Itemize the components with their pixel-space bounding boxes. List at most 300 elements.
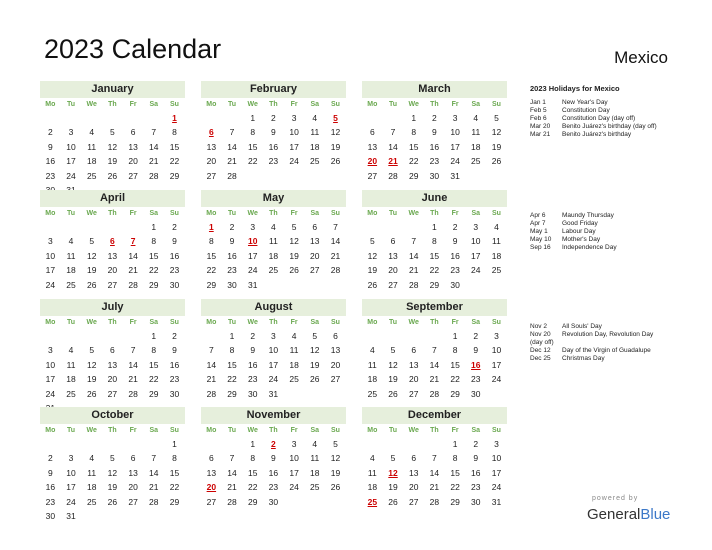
date-cell: 24: [45, 279, 56, 290]
date-cell: 13: [128, 141, 138, 152]
holiday-row: [530, 220, 700, 228]
day-of-week-header: Fr: [129, 101, 137, 108]
date-cell: 18: [86, 482, 97, 493]
date-cell: 4: [68, 345, 74, 356]
date-cell: 25: [86, 170, 97, 181]
day-of-week-header: Th: [269, 427, 278, 434]
day-of-week-header: Th: [269, 319, 278, 326]
date-cell: 26: [107, 496, 118, 507]
month-days-grid: [362, 98, 507, 183]
date-cell: 22: [408, 156, 419, 167]
date-cell: 25: [491, 265, 502, 276]
holiday-date: Dec 25: [530, 355, 551, 362]
date-cell: 7: [333, 222, 338, 232]
empty-cell: [201, 437, 222, 451]
day-of-week-header: We: [408, 210, 419, 217]
date-cell: 23: [227, 265, 237, 276]
day-of-week-header: Sa: [310, 319, 320, 326]
holiday-date: (day off): [530, 339, 554, 346]
date-cell: 18: [310, 141, 320, 152]
month-days-grid: [201, 207, 346, 292]
month-days-grid: [40, 316, 185, 415]
holiday-name: Mother's Day: [562, 236, 601, 243]
day-of-week-header: Sa: [471, 319, 481, 326]
date-cell: 4: [312, 113, 318, 123]
generalblue-logo[interactable]: [587, 506, 670, 523]
empty-cell: [362, 111, 383, 125]
date-cell: 19: [330, 467, 341, 478]
date-cell: 17: [289, 467, 299, 478]
date-cell: 1: [172, 439, 177, 449]
date-cell: 24: [247, 265, 258, 276]
empty-cell: [403, 329, 424, 343]
date-cell: 5: [494, 113, 499, 123]
date-cell: 4: [369, 345, 375, 356]
date-cell: 30: [169, 388, 180, 399]
day-of-week-header: We: [408, 101, 419, 108]
day-of-week-header: Th: [108, 319, 117, 326]
date-cell: 7: [411, 236, 417, 247]
date-cell: 1: [452, 331, 458, 341]
date-cell: 19: [388, 374, 398, 385]
month-july: [40, 299, 185, 415]
date-cell: 29: [450, 388, 460, 399]
date-cell: 14: [128, 250, 138, 261]
day-of-week-header: We: [86, 101, 97, 108]
date-cell: 18: [66, 374, 76, 385]
date-cell: 19: [289, 250, 299, 261]
date-cell: 31: [491, 496, 502, 507]
date-cell: 16: [429, 141, 440, 152]
day-of-week-header: Sa: [471, 101, 481, 108]
date-cell: 23: [268, 482, 279, 493]
holiday-name: Day of the Virgin of Guadalupe: [562, 347, 651, 354]
date-cell: 6: [110, 345, 115, 356]
date-cell: 25: [310, 482, 320, 493]
day-of-week-header: Fr: [129, 210, 137, 217]
date-cell: 9: [271, 453, 276, 464]
date-cell: 29: [429, 279, 440, 290]
holiday-row: [530, 212, 700, 220]
day-of-week-header: Tu: [228, 427, 237, 434]
date-cell: 19: [86, 374, 97, 385]
date-cell: 15: [450, 467, 460, 478]
day-of-week-header: We: [247, 101, 258, 108]
holiday-date: Nov 20: [530, 331, 551, 338]
date-cell: 26: [330, 482, 341, 493]
empty-cell: [61, 220, 82, 234]
day-of-week-header: Th: [430, 101, 439, 108]
holiday-date-cell: 25: [367, 496, 378, 507]
month-days-grid: [362, 207, 507, 292]
date-cell: 29: [450, 496, 460, 507]
empty-cell: [424, 329, 445, 343]
date-cell: 16: [45, 482, 56, 493]
date-cell: 8: [172, 453, 177, 464]
date-cell: 23: [247, 374, 258, 385]
holiday-name: Constitution Day (day off): [562, 115, 636, 122]
day-of-week-header: Tu: [67, 427, 76, 434]
date-cell: 11: [87, 467, 97, 478]
date-cell: 9: [452, 236, 458, 247]
date-cell: 11: [66, 250, 76, 261]
date-cell: 18: [310, 467, 320, 478]
holiday-row: [530, 244, 700, 252]
date-cell: 25: [86, 496, 97, 507]
holiday-date-cell: 12: [388, 467, 398, 478]
date-cell: 22: [169, 482, 180, 493]
date-cell: 11: [367, 467, 377, 478]
holiday-name: All Souls' Day: [562, 323, 602, 330]
date-cell: 26: [289, 265, 299, 276]
date-cell: 5: [110, 453, 115, 464]
date-cell: 24: [471, 265, 481, 276]
date-cell: 29: [169, 496, 180, 507]
date-cell: 10: [45, 250, 56, 261]
date-cell: 28: [330, 265, 341, 276]
date-cell: 1: [151, 222, 157, 232]
date-cell: 12: [330, 453, 341, 464]
empty-cell: [424, 437, 445, 451]
date-cell: 27: [310, 265, 320, 276]
date-cell: 13: [330, 345, 341, 356]
date-cell: 24: [268, 374, 279, 385]
date-cell: 20: [408, 374, 419, 385]
date-cell: 25: [66, 279, 76, 290]
day-of-week-header: Tu: [389, 427, 398, 434]
date-cell: 8: [172, 127, 177, 138]
date-cell: 28: [128, 279, 138, 290]
day-of-week-header: Fr: [451, 427, 459, 434]
empty-cell: [61, 329, 82, 343]
date-cell: 10: [289, 127, 299, 138]
date-cell: 25: [268, 265, 279, 276]
day-of-week-header: Su: [330, 319, 340, 326]
date-cell: 8: [452, 345, 458, 356]
empty-cell: [40, 329, 61, 343]
date-cell: 13: [206, 141, 217, 152]
date-cell: 25: [66, 388, 76, 399]
date-cell: 12: [310, 345, 320, 356]
day-of-week-header: Mo: [45, 427, 56, 434]
date-cell: 28: [429, 496, 440, 507]
holiday-group: [530, 323, 700, 363]
date-cell: 2: [473, 439, 479, 449]
holiday-date-cell: 1: [172, 113, 177, 123]
brand-general: General: [587, 506, 641, 523]
date-cell: 9: [172, 236, 177, 247]
day-of-week-header: Mo: [206, 210, 217, 217]
date-cell: 18: [268, 250, 279, 261]
date-cell: 14: [227, 141, 237, 152]
date-cell: 11: [367, 359, 377, 370]
day-of-week-header: Sa: [310, 101, 320, 108]
date-cell: 9: [47, 141, 53, 152]
date-cell: 21: [330, 250, 341, 261]
date-cell: 27: [107, 279, 118, 290]
date-cell: 7: [208, 345, 214, 356]
month-name: April: [40, 190, 185, 207]
day-of-week-header: Fr: [451, 319, 459, 326]
empty-cell: [81, 437, 102, 451]
date-cell: 13: [206, 467, 217, 478]
date-cell: 16: [227, 250, 237, 261]
day-of-week-header: We: [408, 319, 419, 326]
day-of-week-header: Fr: [451, 210, 459, 217]
date-cell: 23: [169, 374, 180, 385]
date-cell: 19: [388, 482, 398, 493]
date-cell: 23: [471, 374, 481, 385]
date-cell: 4: [89, 453, 95, 464]
date-cell: 16: [268, 141, 279, 152]
date-cell: 3: [473, 222, 479, 232]
date-cell: 12: [107, 467, 118, 478]
date-cell: 26: [330, 156, 341, 167]
day-of-week-header: Th: [430, 319, 439, 326]
date-cell: 3: [271, 331, 276, 341]
month-name: November: [201, 407, 346, 424]
date-cell: 22: [450, 374, 460, 385]
holiday-group: [530, 212, 700, 252]
date-cell: 13: [388, 250, 398, 261]
month-days-grid: [201, 316, 346, 401]
empty-cell: [383, 220, 404, 234]
date-cell: 5: [89, 345, 95, 356]
day-of-week-header: Th: [108, 210, 117, 217]
date-cell: 7: [432, 345, 437, 356]
month-name: August: [201, 299, 346, 316]
holiday-date: Apr 6: [530, 212, 546, 219]
date-cell: 13: [310, 236, 320, 247]
day-of-week-header: Su: [169, 101, 179, 108]
date-cell: 21: [429, 482, 440, 493]
date-cell: 8: [250, 127, 256, 138]
date-cell: 7: [229, 453, 235, 464]
date-cell: 27: [206, 170, 217, 181]
date-cell: 30: [471, 388, 481, 399]
date-cell: 10: [268, 345, 279, 356]
date-cell: 1: [250, 113, 256, 123]
month-august: [201, 299, 346, 401]
date-cell: 29: [169, 170, 180, 181]
date-cell: 16: [268, 467, 279, 478]
day-of-week-header: Sa: [149, 427, 159, 434]
empty-cell: [201, 329, 222, 343]
empty-cell: [102, 437, 123, 451]
day-of-week-header: Su: [491, 210, 501, 217]
day-of-week-header: We: [86, 210, 97, 217]
date-cell: 14: [429, 359, 440, 370]
date-cell: 20: [408, 482, 419, 493]
month-name: October: [40, 407, 185, 424]
date-cell: 30: [450, 279, 460, 290]
date-cell: 4: [271, 222, 276, 232]
date-cell: 30: [247, 388, 258, 399]
date-cell: 22: [149, 374, 159, 385]
date-cell: 20: [128, 482, 138, 493]
day-of-week-header: Su: [169, 427, 179, 434]
date-cell: 18: [367, 482, 378, 493]
date-cell: 28: [206, 388, 217, 399]
empty-cell: [383, 111, 404, 125]
day-of-week-header: Tu: [228, 210, 237, 217]
day-of-week-header: Tu: [228, 101, 237, 108]
holiday-date: Mar 20: [530, 123, 551, 130]
holiday-row: [530, 107, 700, 115]
date-cell: 14: [149, 467, 159, 478]
date-cell: 11: [310, 127, 320, 138]
date-cell: 21: [149, 156, 159, 167]
month-march: [362, 81, 507, 183]
date-cell: 11: [492, 236, 501, 247]
month-february: [201, 81, 346, 183]
date-cell: 28: [388, 170, 398, 181]
day-of-week-header: We: [86, 427, 97, 434]
date-cell: 22: [450, 482, 460, 493]
empty-cell: [102, 220, 123, 234]
day-of-week-header: Mo: [206, 319, 217, 326]
day-of-week-header: Th: [430, 427, 439, 434]
date-cell: 18: [66, 265, 76, 276]
date-cell: 14: [429, 467, 440, 478]
date-cell: 17: [66, 156, 76, 167]
date-cell: 27: [128, 170, 138, 181]
date-cell: 21: [128, 374, 138, 385]
date-cell: 23: [450, 265, 460, 276]
date-cell: 15: [169, 141, 180, 152]
day-of-week-header: Fr: [290, 210, 298, 217]
date-cell: 23: [429, 156, 440, 167]
date-cell: 10: [491, 345, 502, 356]
date-cell: 14: [149, 141, 159, 152]
date-cell: 2: [250, 331, 256, 341]
date-cell: 27: [107, 388, 118, 399]
date-cell: 22: [149, 265, 159, 276]
empty-cell: [123, 220, 144, 234]
date-cell: 18: [491, 250, 502, 261]
date-cell: 11: [310, 453, 320, 464]
date-cell: 3: [291, 113, 297, 123]
date-cell: 6: [411, 453, 417, 464]
date-cell: 26: [388, 496, 398, 507]
date-cell: 30: [45, 510, 56, 521]
empty-cell: [143, 111, 164, 125]
date-cell: 13: [128, 467, 138, 478]
date-cell: 16: [45, 156, 56, 167]
date-cell: 20: [310, 250, 320, 261]
date-cell: 4: [68, 236, 74, 247]
date-cell: 31: [247, 279, 258, 290]
date-cell: 8: [151, 236, 157, 247]
day-of-week-header: Th: [269, 210, 278, 217]
date-cell: 21: [128, 265, 138, 276]
day-of-week-header: Mo: [45, 101, 56, 108]
holiday-date-cell: 21: [388, 156, 398, 167]
holiday-date: May 10: [530, 236, 552, 243]
date-cell: 12: [289, 236, 299, 247]
month-days-grid: [40, 98, 185, 197]
holiday-date: Nov 2: [530, 323, 547, 330]
date-cell: 17: [289, 141, 299, 152]
date-cell: 24: [491, 374, 502, 385]
date-cell: 19: [107, 156, 118, 167]
date-cell: 17: [268, 359, 279, 370]
date-cell: 1: [250, 439, 256, 449]
date-cell: 2: [452, 222, 458, 232]
date-cell: 30: [268, 496, 279, 507]
date-cell: 5: [390, 345, 396, 356]
date-cell: 19: [330, 141, 341, 152]
month-name: May: [201, 190, 346, 207]
brand-blue: Blue: [640, 506, 671, 523]
date-cell: 22: [227, 374, 237, 385]
date-cell: 10: [471, 236, 481, 247]
empty-cell: [362, 329, 383, 343]
month-june: [362, 190, 507, 292]
empty-cell: [40, 437, 61, 451]
date-cell: 8: [250, 453, 256, 464]
holiday-date-cell: 1: [208, 222, 214, 232]
date-cell: 2: [473, 331, 479, 341]
date-cell: 3: [494, 439, 499, 449]
date-cell: 29: [149, 388, 159, 399]
day-of-week-header: Fr: [290, 319, 298, 326]
empty-cell: [102, 111, 123, 125]
date-cell: 6: [333, 331, 338, 341]
holiday-date: Apr 7: [530, 220, 546, 227]
date-cell: 24: [45, 388, 56, 399]
empty-cell: [222, 111, 243, 125]
date-cell: 2: [432, 113, 437, 123]
date-cell: 2: [229, 222, 235, 232]
date-cell: 11: [289, 345, 299, 356]
date-cell: 7: [151, 453, 157, 464]
month-name: February: [201, 81, 346, 98]
holiday-row: [530, 228, 700, 236]
date-cell: 17: [45, 374, 56, 385]
date-cell: 26: [367, 279, 378, 290]
holiday-date-cell: 2: [271, 439, 276, 449]
date-cell: 25: [310, 156, 320, 167]
holiday-date-cell: 5: [333, 113, 338, 123]
holiday-name: Christmas Day: [562, 355, 605, 362]
day-of-week-header: Sa: [149, 319, 159, 326]
date-cell: 11: [471, 127, 481, 138]
empty-cell: [143, 437, 164, 451]
date-cell: 9: [229, 236, 235, 247]
date-cell: 28: [429, 388, 440, 399]
holiday-row: [530, 99, 700, 107]
date-cell: 14: [206, 359, 217, 370]
date-cell: 1: [432, 222, 437, 232]
holiday-name: Benito Juárez's birthday: [562, 131, 632, 138]
date-cell: 23: [268, 156, 279, 167]
day-of-week-header: We: [247, 319, 258, 326]
day-of-week-header: Su: [491, 101, 501, 108]
date-cell: 8: [151, 345, 157, 356]
date-cell: 15: [247, 467, 258, 478]
month-days-grid: [362, 424, 507, 509]
date-cell: 11: [87, 141, 97, 152]
date-cell: 17: [450, 141, 460, 152]
date-cell: 5: [312, 331, 318, 341]
empty-cell: [61, 111, 82, 125]
holiday-date: Dec 12: [530, 347, 551, 354]
date-cell: 17: [66, 482, 76, 493]
date-cell: 23: [45, 496, 56, 507]
month-april: [40, 190, 185, 292]
holiday-row: [530, 331, 700, 339]
